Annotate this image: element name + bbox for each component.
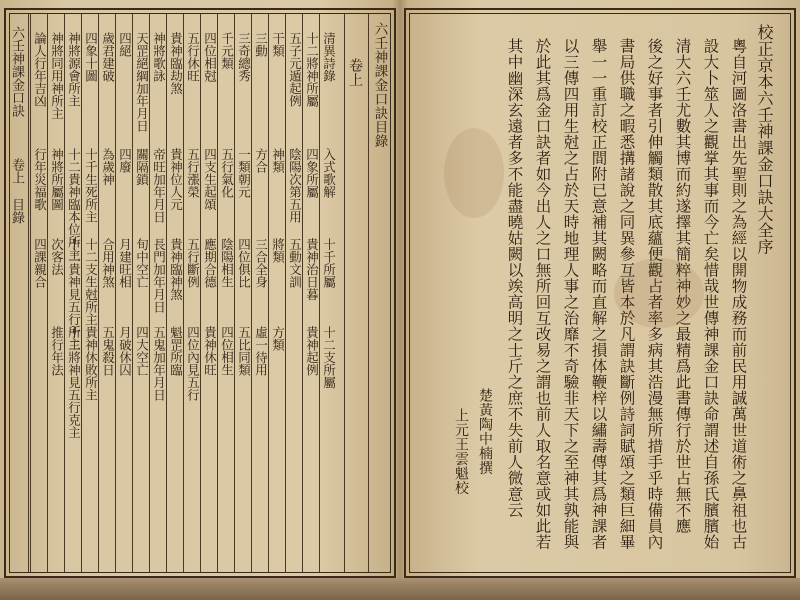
right-page	[404, 8, 796, 578]
page-bottom-edge	[0, 578, 800, 600]
toc-entry: 神類	[270, 148, 286, 173]
toc-entry: 五子元遁起例	[287, 32, 303, 107]
preface-line: 舉一一重訂校正間附已意補其闕略而直解之損体鞭梓以繡壽傳其爲神課者	[589, 38, 608, 550]
toc-entry: 四象十圖	[83, 32, 99, 82]
toc-entry: 十二將神見五行克主	[66, 326, 82, 439]
toc-entry: 四廢	[117, 148, 133, 173]
toc-entry: 五動文訓	[287, 238, 303, 288]
author-signature: 楚黃陶中楠撰	[477, 388, 493, 475]
toc-entry: 十千生死所主	[83, 148, 99, 223]
toc-entry: 月建旺相	[117, 238, 133, 288]
toc-entry: 五比同類	[236, 326, 252, 376]
toc-entry: 貴神治日暮	[304, 238, 320, 301]
left-page	[4, 8, 396, 578]
toc-entry: 貴神休敗所主	[83, 326, 99, 401]
toc-entry: 次客法	[49, 238, 65, 276]
toc-entry: 將類	[270, 238, 286, 263]
toc-entry: 四支生起頌	[202, 148, 218, 211]
toc-entry: 四位相尅	[202, 32, 218, 82]
toc-entry: 關隔鎖	[134, 148, 150, 186]
toc-entry: 虛一待用	[253, 326, 269, 376]
preface-title: 校正京本六壬神課金口訣大全序	[755, 24, 774, 255]
edge-section: 目錄	[9, 198, 24, 224]
preface-line: 於此其爲金口訣者如今出人之口無所回互改易之謂也前人取名意或如此若	[533, 38, 552, 550]
toc-entry: 十二貴神見五行所主	[66, 238, 82, 351]
preface-line: 後之好事者引伸觸類散其底蘊便觀占者率多病其浩漫無所措手乎時備員內	[645, 38, 664, 550]
toc-entry: 月破休囚	[117, 326, 133, 376]
toc-entry: 合用神煞	[100, 238, 116, 288]
toc-entry: 三奇總秀	[236, 32, 252, 82]
toc-entry: 神將歌詠	[151, 32, 167, 82]
toc-entry: 五行漲榮	[185, 148, 201, 198]
preface-line: 以三傳四用生尅之占於天時地理人事之治靡不奇驗非天下之至神其孰能與	[561, 38, 580, 550]
toc-entry: 陰陽次第五用	[287, 148, 303, 223]
toc-entry: 神將同用神所主	[49, 32, 65, 120]
toc-entry: 歲君建破	[100, 32, 116, 82]
volume-label: 卷上	[347, 58, 363, 87]
toc-entry: 神將所屬圖	[49, 148, 65, 211]
toc-entry: 干類	[270, 32, 286, 57]
toc-entry: 三合全身	[253, 238, 269, 288]
toc-entry: 陰陽相生	[219, 238, 235, 288]
toc-entry: 四位俱比	[236, 238, 252, 288]
toc-entry: 為歲神	[100, 148, 116, 186]
toc-entry: 五行氣化	[219, 148, 235, 198]
toc-entry: 三動	[253, 32, 269, 57]
toc-entry: 貴神臨劫煞	[168, 32, 184, 95]
toc-entry: 貴神臨神煞	[168, 238, 184, 301]
toc-entry: 五行休旺	[185, 32, 201, 82]
preface-line: 書局供職之暇悉搆諸說之同異參互皆本於凡謂訣斷例詩詞賦頌之類巨細畢	[617, 38, 636, 550]
toc-entry: 千元類	[219, 32, 235, 70]
toc-entry: 魁罡所臨	[168, 326, 184, 376]
toc-entry: 四絕	[117, 32, 133, 57]
toc-entry: 十二支所屬	[321, 326, 337, 389]
toc-entry: 四位相生	[219, 326, 235, 376]
toc-entry: 帝旺加年月日	[151, 148, 167, 223]
toc-heading: 六壬神課金口訣目錄	[371, 22, 388, 148]
toc-entry: 五鬼殺日	[100, 326, 116, 376]
toc-entry: 長門加年月日	[151, 238, 167, 313]
toc-entry: 清異詩錄	[321, 32, 337, 82]
toc-entry: 應期合德	[202, 238, 218, 288]
toc-entry: 五行斷例	[185, 238, 201, 288]
toc-entry: 十二支生尅所主	[83, 238, 99, 326]
toc-entry: 行年災福歌	[32, 148, 48, 211]
toc-entry: 五鬼加年月日	[151, 326, 167, 401]
toc-entry: 一類朝元	[236, 148, 252, 198]
toc-entry: 貴神起例	[304, 326, 320, 376]
toc-entry: 天罡絕綱加年月日	[134, 32, 150, 132]
toc-entry: 入式歌解	[321, 148, 337, 198]
toc-entry: 旬中空亡	[134, 238, 150, 288]
toc-entry: 論人行年吉凶	[32, 32, 48, 107]
toc-entry: 方類	[270, 326, 286, 351]
preface-line: 清大六壬尤數其博而約遂擇其簡粹神妙之最精爲此書傳行於世占無不應	[673, 38, 692, 534]
toc-entry: 四位內見五行	[185, 326, 201, 401]
edge-volume: 卷上	[9, 158, 24, 184]
toc-entry: 方合	[253, 148, 269, 173]
toc-entry: 十千所屬	[321, 238, 337, 288]
edge-title: 六壬神課金口訣	[9, 26, 24, 117]
toc-entry: 貴神位人元	[168, 148, 184, 211]
editor-signature: 上元王雲魁校	[453, 408, 469, 495]
toc-entry: 神將源會所主	[66, 32, 82, 107]
preface-line: 粵自河圖洛書出先聖則之為經以開物成務而前民用誠萬世道術之鼻祖也古	[729, 38, 748, 550]
toc-entry: 四象所屬	[304, 148, 320, 198]
toc-entry: 十二將神所屬	[304, 32, 320, 107]
toc-entry: 四課親合	[32, 238, 48, 288]
preface-line: 設大卜筮人之觀掌其事而今亡矣惜哉世傳神課金口訣命謂述自孫氏臏臏始	[701, 38, 720, 550]
toc-entry: 貴神休旺	[202, 326, 218, 376]
toc-entry: 推行年法	[49, 326, 65, 376]
preface-line: 其中幽深玄遠者多不能盡曉姑闕以竢高明之士斤之庶不失前人微意云	[505, 38, 524, 518]
toc-entry: 十二貴神臨本位所主	[66, 148, 82, 261]
toc-entry: 四大空亡	[134, 326, 150, 376]
